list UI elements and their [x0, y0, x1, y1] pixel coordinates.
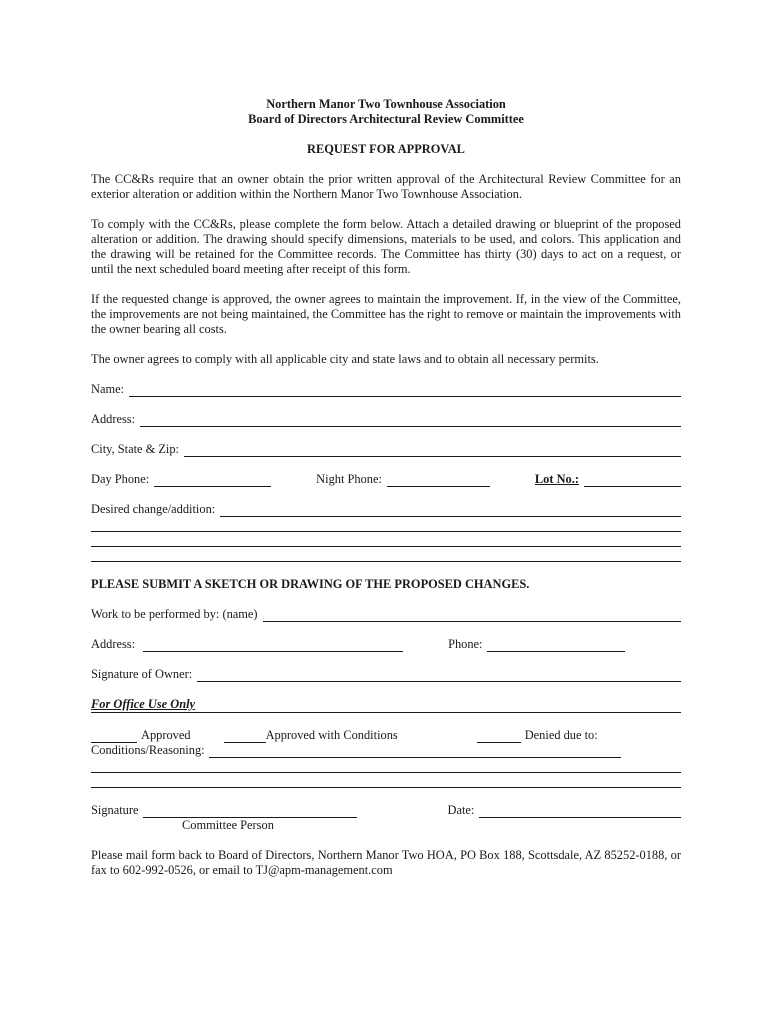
city-state-zip-label: City, State & Zip: [91, 442, 179, 456]
night-phone-field[interactable] [387, 474, 490, 487]
signature-owner-row [91, 667, 681, 682]
night-phone-label: Night Phone: [316, 472, 382, 486]
work-phone-field[interactable] [487, 639, 625, 652]
day-phone-label: Day Phone: [91, 472, 150, 486]
desired-change-row [91, 502, 681, 517]
name-field[interactable] [129, 384, 681, 397]
instructions-paragraph: To comply with the CC&Rs, please complete the form below. Attach a detailed drawing or blueprint of the proposed alteration or addition. The drawing should specify dimensions, materials to be used, and colors. This application and the drawing will be retained for the Committee records. The Committee has thirty (30) days to act on a request, or until the next scheduled board meeting after receipt of this form. [91, 217, 681, 276]
desired-change-field[interactable] [220, 504, 681, 517]
address-label: Address: [91, 412, 136, 426]
day-phone-field[interactable] [154, 474, 271, 487]
denied-label: Denied due to: [524, 728, 598, 742]
office-use-heading: For Office Use Only [91, 697, 196, 711]
form-page [91, 97, 681, 878]
denied-blank[interactable] [477, 730, 521, 743]
approved-conditions-label: Approved with Conditions [265, 728, 398, 742]
work-address-row [91, 637, 681, 652]
date-label: Date: [447, 803, 475, 817]
work-phone-label: Phone: [448, 637, 483, 651]
conditions-line-2[interactable] [91, 758, 681, 773]
signature-owner-label: Signature of Owner: [91, 667, 193, 681]
approved-blank[interactable] [91, 730, 137, 743]
committee-person-label: Committee Person [182, 818, 274, 832]
intro-paragraph: The CC&Rs require that an owner obtain the prior written approval of the Architectural Review Committee for an exterior alteration or addition within the Northern Manor Two Townhouse Association. [91, 172, 681, 201]
work-address-label: Address: [91, 637, 136, 651]
desired-change-line-3[interactable] [91, 532, 681, 547]
lot-no-label: Lot No.: [534, 472, 579, 486]
signature-owner-field[interactable] [197, 669, 681, 682]
approved-conditions-blank[interactable] [224, 730, 266, 743]
org-name: Northern Manor Two Townhouse Association [266, 97, 506, 111]
maintenance-paragraph: If the requested change is approved, the owner agrees to maintain the improvement. If, in the view of the Committee, the improvements are not being maintained, the Committee has the right to remove or maintain the improvements with the owner bearing all costs. [91, 292, 681, 336]
lot-no-field[interactable] [584, 474, 681, 487]
mail-instructions: Please mail form back to Board of Directors, Northern Manor Two HOA, PO Box 188, Scottsdale, AZ 85252-0188, or fax to 602-992-0526, or email to TJ@apm-management.com [91, 848, 681, 877]
conditions-row [91, 743, 681, 758]
signature-row [91, 803, 681, 818]
desired-change-label: Desired change/addition: [91, 502, 216, 516]
signature-field[interactable] [143, 805, 357, 818]
name-row [91, 382, 681, 397]
conditions-label: Conditions/Reasoning: [91, 743, 205, 757]
desired-change-line-2[interactable] [91, 517, 681, 532]
name-label: Name: [91, 382, 125, 396]
office-use-row [91, 697, 681, 713]
work-performed-field[interactable] [263, 609, 681, 622]
conditions-line-3[interactable] [91, 773, 681, 788]
work-address-field[interactable] [143, 639, 403, 652]
decision-row [91, 728, 681, 743]
phone-row [91, 472, 681, 487]
city-state-zip-field[interactable] [184, 444, 681, 457]
date-field[interactable] [479, 805, 681, 818]
sketch-notice: PLEASE SUBMIT A SKETCH OR DRAWING OF THE PROPOSED CHANGES. [91, 577, 530, 591]
approved-label: Approved [141, 728, 191, 742]
signature-label: Signature [91, 803, 139, 817]
form-title: REQUEST FOR APPROVAL [307, 142, 465, 156]
city-row [91, 442, 681, 457]
address-field[interactable] [140, 414, 681, 427]
permits-paragraph: The owner agrees to comply with all applicable city and state laws and to obtain all necessary permits. [91, 352, 599, 366]
committee-name: Board of Directors Architectural Review Committee [248, 112, 524, 126]
address-row [91, 412, 681, 427]
conditions-field[interactable] [209, 745, 621, 758]
work-performed-label: Work to be performed by: (name) [91, 607, 258, 621]
work-performed-row [91, 607, 681, 622]
desired-change-line-4[interactable] [91, 547, 681, 562]
